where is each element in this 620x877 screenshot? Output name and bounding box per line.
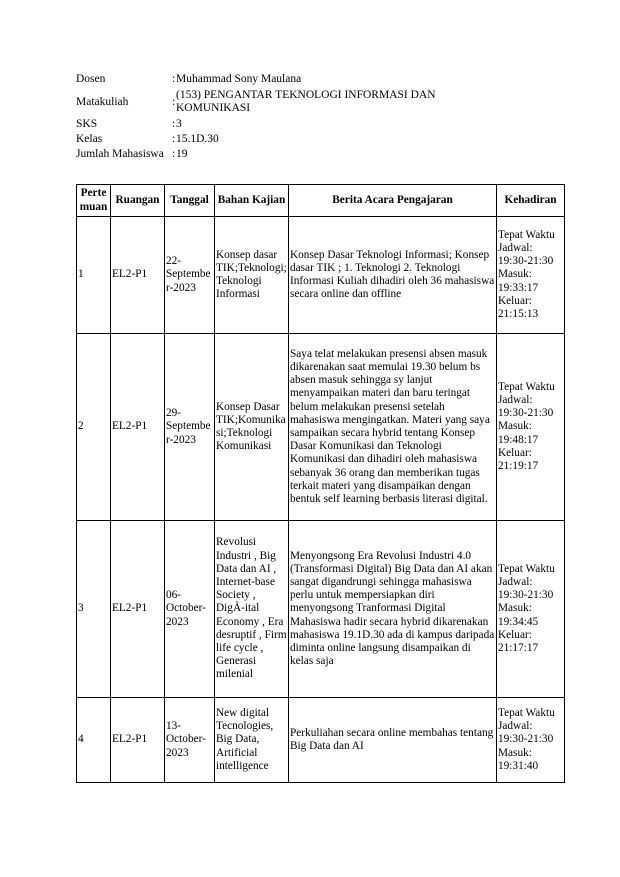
cell-pertemuan: 2 xyxy=(77,334,111,521)
cell-berita-acara: Konsep Dasar Teknologi Informasi; Konsep dasar TIK ; 1. Teknologi 2. Teknologi Informasi Kuliah dihadiri oleh 36 mahasiswa secara online dan offline xyxy=(289,217,497,334)
table-row xyxy=(77,334,565,521)
matakuliah-label: Matakuliah xyxy=(76,95,129,108)
col-header-tanggal: Tanggal xyxy=(165,185,215,217)
sks-label: SKS xyxy=(76,118,98,130)
separator: : xyxy=(172,95,176,108)
cell-pertemuan: 3 xyxy=(77,521,111,698)
separator: : xyxy=(172,148,176,160)
info-row-jumlah xyxy=(76,147,476,162)
cell-bahan-kajian: Konsep Dasar TIK;Komunikasi;Teknologi Komunikasi xyxy=(215,334,289,521)
col-header-pertemuan: Pertemuan xyxy=(77,185,111,217)
course-info xyxy=(76,72,476,162)
dosen-label: Dosen xyxy=(76,73,106,85)
cell-tanggal: 29-September-2023 xyxy=(165,334,215,521)
cell-pertemuan: 4 xyxy=(77,698,111,783)
cell-kehadiran: Tepat Waktu Jadwal: 19:30-21:30 Masuk: 19:34:45 Keluar: 21:17:17 xyxy=(497,521,565,698)
separator: : xyxy=(172,73,176,85)
info-row-dosen xyxy=(76,72,476,87)
info-row-matakuliah xyxy=(76,87,476,117)
cell-ruangan: EL2-P1 xyxy=(111,334,165,521)
cell-tanggal: 13-October-2023 xyxy=(165,698,215,783)
sks-value: 3 xyxy=(176,118,182,130)
cell-bahan-kajian: Konsep dasar TIK;Teknologi; Teknologi Informasi xyxy=(215,217,289,334)
col-header-kehadiran: Kehadiran xyxy=(497,185,565,217)
cell-ruangan: EL2-P1 xyxy=(111,698,165,783)
table-row xyxy=(77,521,565,698)
cell-bahan-kajian: New digital Tecnologies, Big Data, Artificial intelligence xyxy=(215,698,289,783)
jumlah-label: Jumlah Mahasiswa xyxy=(76,148,164,160)
col-header-ruangan: Ruangan xyxy=(111,185,165,217)
table-row xyxy=(77,217,565,334)
separator: : xyxy=(172,118,176,130)
col-header-bahan-kajian: Bahan Kajian xyxy=(215,185,289,217)
cell-ruangan: EL2-P1 xyxy=(111,217,165,334)
cell-tanggal: 06-October-2023 xyxy=(165,521,215,698)
cell-kehadiran: Tepat Waktu Jadwal: 19:30-21:30 Masuk: 19:33:17 Keluar: 21:15:13 xyxy=(497,217,565,334)
cell-bahan-kajian: Revolusi Industri , Big Data dan AI , Internet-base Society , DigÃ-ital Economy , Era desruptif , Firm life cycle , Generasi milenial xyxy=(215,521,289,698)
cell-kehadiran: Tepat Waktu Jadwal: 19:30-21:30 Masuk: 19:31:40 xyxy=(497,698,565,783)
cell-kehadiran: Tepat Waktu Jadwal: 19:30-21:30 Masuk: 19:48:17 Keluar: 21:19:17 xyxy=(497,334,565,521)
table-header-row xyxy=(77,185,565,217)
kelas-value: 15.1D.30 xyxy=(176,133,219,145)
cell-berita-acara: Saya telat melakukan presensi absen masuk dikarenakan saat memulai 19.30 belum bs absen masuk sehingga sy lanjut menyampaikan materi dan baru teringat belum melakukan presensi setelah mahasiswa mengingatkan. Materi yang saya sampaikan secara hybrid tentang Konsep Dasar Komunikasi dan Teknologi Komunikasi dan dihadiri oleh mahasiswa sebanyak 36 orang dan memberikan tugas terkait materi yang disampaikan dengan bentuk self learning berbasis literasi digital. xyxy=(289,334,497,521)
info-row-sks xyxy=(76,117,476,132)
matakuliah-value: (153) PENGANTAR TEKNOLOGI INFORMASI DAN KOMUNIKASI xyxy=(176,89,436,114)
cell-pertemuan: 1 xyxy=(77,217,111,334)
separator: : xyxy=(172,133,176,145)
info-row-kelas xyxy=(76,132,476,147)
attendance-table xyxy=(76,184,565,783)
cell-ruangan: EL2-P1 xyxy=(111,521,165,698)
kelas-label: Kelas xyxy=(76,133,103,145)
cell-berita-acara: Perkuliahan secara online membahas tentang Big Data dan AI xyxy=(289,698,497,783)
cell-tanggal: 22-September-2023 xyxy=(165,217,215,334)
dosen-value: Muhammad Sony Maulana xyxy=(176,73,302,85)
cell-berita-acara: Menyongsong Era Revolusi Industri 4.0 (Transformasi Digital) Big Data dan AI akan sangat digandrungi sehingga mahasiswa perlu untuk mempersiapkan diri menyongsong Tranformasi Digital Mahasiswa hadir secara hybrid dikarenakan mahasiswa 19.1D.30 ada di kampus daripada diminta online langsung disampaikan di kelas saja xyxy=(289,521,497,698)
col-header-berita-acara: Berita Acara Pengajaran xyxy=(289,185,497,217)
table-row xyxy=(77,698,565,783)
jumlah-value: 19 xyxy=(176,148,188,160)
